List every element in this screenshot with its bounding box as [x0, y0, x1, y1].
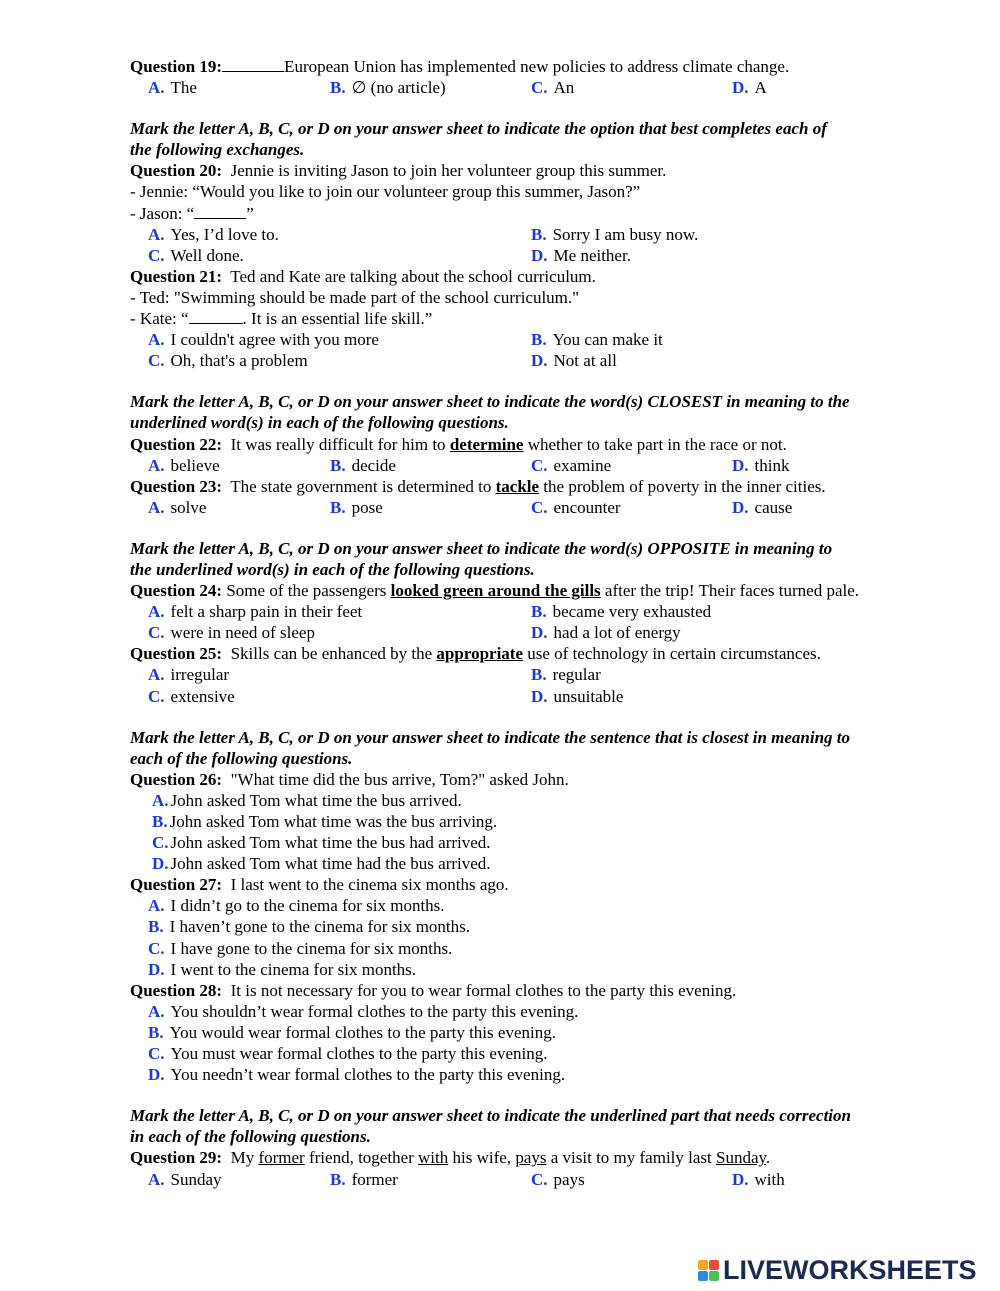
option-c[interactable]: C. examine: [531, 455, 612, 475]
logo-icon: [698, 1260, 719, 1281]
options-q25-row2: [130, 686, 920, 707]
option-b[interactable]: B. ∅ (no article): [330, 78, 446, 98]
option-a[interactable]: A. believe: [148, 455, 220, 475]
question-label: Question 23:: [130, 476, 223, 496]
option-d[interactable]: D. You needn’t wear formal clothes to the party this evening.: [148, 1065, 566, 1085]
question-26: [130, 769, 920, 790]
option-c[interactable]: C. Oh, that's a problem: [148, 351, 308, 371]
instruction: each of the following questions.: [130, 748, 353, 768]
underlined-part: former: [258, 1148, 305, 1168]
question-label: Question 26:: [130, 769, 223, 789]
option-a[interactable]: A. Yes, I’d love to.: [148, 224, 279, 244]
options-q29: [130, 1169, 920, 1190]
options-q21-row1: [130, 329, 920, 350]
options-q24-row1: [130, 601, 920, 622]
underlined-part: with: [418, 1148, 449, 1168]
instruction: in each of the following questions.: [130, 1127, 371, 1147]
question-text: "What time did the bus arrive, Tom?" asked John.: [230, 769, 569, 789]
underlined-part: Sunday: [716, 1148, 766, 1168]
liveworksheets-logo[interactable]: [698, 1255, 977, 1285]
option-c[interactable]: C. You must wear formal clothes to the party this evening.: [148, 1044, 548, 1064]
question-text: European Union has implemented new policies to address climate change.: [284, 57, 790, 76]
question-23: Question 23: The state government is determined to tackle the problem of poverty in the inner cities.: [130, 476, 826, 496]
options-q19: [130, 77, 920, 98]
option-a[interactable]: A. I didn’t go to the cinema for six months.: [148, 896, 445, 916]
underlined-part: pays: [515, 1148, 547, 1168]
option-c[interactable]: C. pays: [531, 1169, 585, 1189]
option-c[interactable]: C. John asked Tom what time the bus had arrived.: [152, 833, 491, 853]
option-b[interactable]: B. regular: [531, 665, 601, 685]
option-d[interactable]: D. cause: [732, 497, 793, 517]
underlined-phrase: looked green around the gills: [390, 581, 601, 601]
option-b[interactable]: B. You would wear formal clothes to the party this evening.: [148, 1022, 556, 1042]
option-b[interactable]: B. I haven’t gone to the cinema for six months.: [148, 917, 471, 937]
options-q20-row2: [130, 245, 920, 266]
instruction: Mark the letter A, B, C, or D on your answer sheet to indicate the word(s) CLOSEST in meaning to the: [130, 392, 850, 412]
question-label: Question 29:: [130, 1148, 223, 1168]
answer-blank: [194, 203, 246, 219]
option-a[interactable]: A. solve: [148, 497, 207, 517]
instruction: the following exchanges.: [130, 140, 305, 160]
option-a[interactable]: A. The: [148, 78, 197, 98]
option-b[interactable]: B. became very exhausted: [531, 602, 712, 622]
option-d[interactable]: D. with: [732, 1169, 785, 1189]
question-label: Question 28:: [130, 980, 223, 1000]
question-25: Question 25: Skills can be enhanced by the appropriate use of technology in certain circumstances.: [130, 644, 821, 664]
instruction: Mark the letter A, B, C, or D on your answer sheet to indicate the word(s) OPPOSITE in meaning to: [130, 538, 833, 558]
option-a[interactable]: A. Sunday: [148, 1169, 222, 1189]
dialogue-line: - Jennie: “Would you like to join our volunteer group this summer, Jason?”: [130, 182, 641, 202]
question-label: Question 24:: [130, 581, 223, 601]
question-text: Jennie is inviting Jason to join her volunteer group this summer.: [230, 161, 667, 181]
option-d[interactable]: D. John asked Tom what time had the bus arrived.: [152, 854, 491, 874]
question-text: It is not necessary for you to wear formal clothes to the party this evening.: [230, 980, 737, 1000]
instruction: underlined word(s) in each of the following questions.: [130, 413, 509, 433]
options-q20-row1: [130, 224, 920, 245]
option-b[interactable]: B. former: [330, 1169, 398, 1189]
option-b[interactable]: B. Sorry I am busy now.: [531, 224, 699, 244]
question-label: Question 25:: [130, 644, 223, 664]
instruction: the underlined word(s) in each of the following questions.: [130, 559, 535, 579]
option-d[interactable]: D. Me neither.: [531, 245, 631, 265]
question-27: [130, 874, 920, 895]
options-q24-row2: [130, 622, 920, 643]
option-b[interactable]: B. pose: [330, 497, 383, 517]
question-label: Question 22:: [130, 434, 223, 454]
option-a[interactable]: A. John asked Tom what time the bus arrived.: [152, 790, 462, 810]
question-label: Question 27:: [130, 875, 223, 895]
option-d[interactable]: D. A: [732, 78, 767, 98]
instruction: Mark the letter A, B, C, or D on your answer sheet to indicate the option that best completes each of: [130, 119, 827, 139]
dialogue-line: - Jason: “ ”: [130, 203, 254, 223]
option-d[interactable]: D. Not at all: [531, 351, 617, 371]
underlined-word: determine: [449, 434, 524, 454]
answer-blank: [189, 308, 243, 324]
option-a[interactable]: A. felt a sharp pain in their feet: [148, 602, 363, 622]
option-c[interactable]: C. were in need of sleep: [148, 623, 315, 643]
question-label: Question 21:: [130, 266, 223, 286]
worksheet-page: [130, 56, 920, 1190]
option-c[interactable]: C. An: [531, 78, 575, 98]
option-d[interactable]: D. I went to the cinema for six months.: [148, 959, 417, 979]
answer-blank: [222, 56, 284, 72]
option-a[interactable]: A. I couldn't agree with you more: [148, 330, 379, 350]
option-b[interactable]: B. decide: [330, 455, 396, 475]
option-d[interactable]: D. had a lot of energy: [531, 623, 681, 643]
options-q23: [130, 497, 920, 518]
dialogue-line: - Kate: “ . It is an essential life skill.”: [130, 309, 433, 329]
options-q22: [130, 455, 920, 476]
underlined-word: appropriate: [436, 644, 523, 664]
question-label: Question 20:: [130, 161, 223, 181]
question-21: [130, 266, 920, 287]
instruction: Mark the letter A, B, C, or D on your answer sheet to indicate the sentence that is closest in meaning to: [130, 727, 851, 747]
question-28: [130, 980, 920, 1001]
underlined-word: tackle: [495, 476, 540, 496]
option-b[interactable]: B. John asked Tom what time was the bus arriving.: [152, 812, 498, 831]
option-d[interactable]: D. unsuitable: [531, 686, 624, 706]
options-q25-row1: [130, 664, 920, 685]
question-19: [130, 56, 920, 77]
question-24: Question 24: Some of the passengers looked green around the gills after the trip! Their faces turned pale.: [130, 581, 860, 601]
logo-text: LIVEWORKSHEETS: [723, 1254, 977, 1285]
options-q21-row2: [130, 350, 920, 371]
option-d[interactable]: D. think: [732, 455, 790, 475]
question-29: Question 29: My former friend, together with his wife, pays a visit to my family last Sunday.: [130, 1148, 771, 1168]
option-a[interactable]: A. You shouldn’t wear formal clothes to the party this evening.: [148, 1001, 579, 1021]
question-20: [130, 160, 920, 181]
option-b[interactable]: B. You can make it: [531, 330, 663, 350]
option-c[interactable]: C. I have gone to the cinema for six months.: [148, 938, 453, 958]
question-text: Ted and Kate are talking about the school curriculum.: [230, 266, 596, 286]
option-c[interactable]: C. extensive: [148, 686, 235, 706]
instruction: Mark the letter A, B, C, or D on your answer sheet to indicate the underlined part that needs correction: [130, 1106, 851, 1126]
option-c[interactable]: C. encounter: [531, 497, 621, 517]
option-a[interactable]: A. irregular: [148, 665, 230, 685]
question-22: Question 22: It was really difficult for him to determine whether to take part in the race or not.: [130, 434, 787, 454]
question-text: I last went to the cinema six months ago.: [230, 875, 509, 895]
dialogue-line: - Ted: "Swimming should be made part of the school curriculum.": [130, 287, 580, 307]
question-label: Question 19:: [130, 57, 223, 76]
option-c[interactable]: C. Well done.: [148, 245, 244, 265]
